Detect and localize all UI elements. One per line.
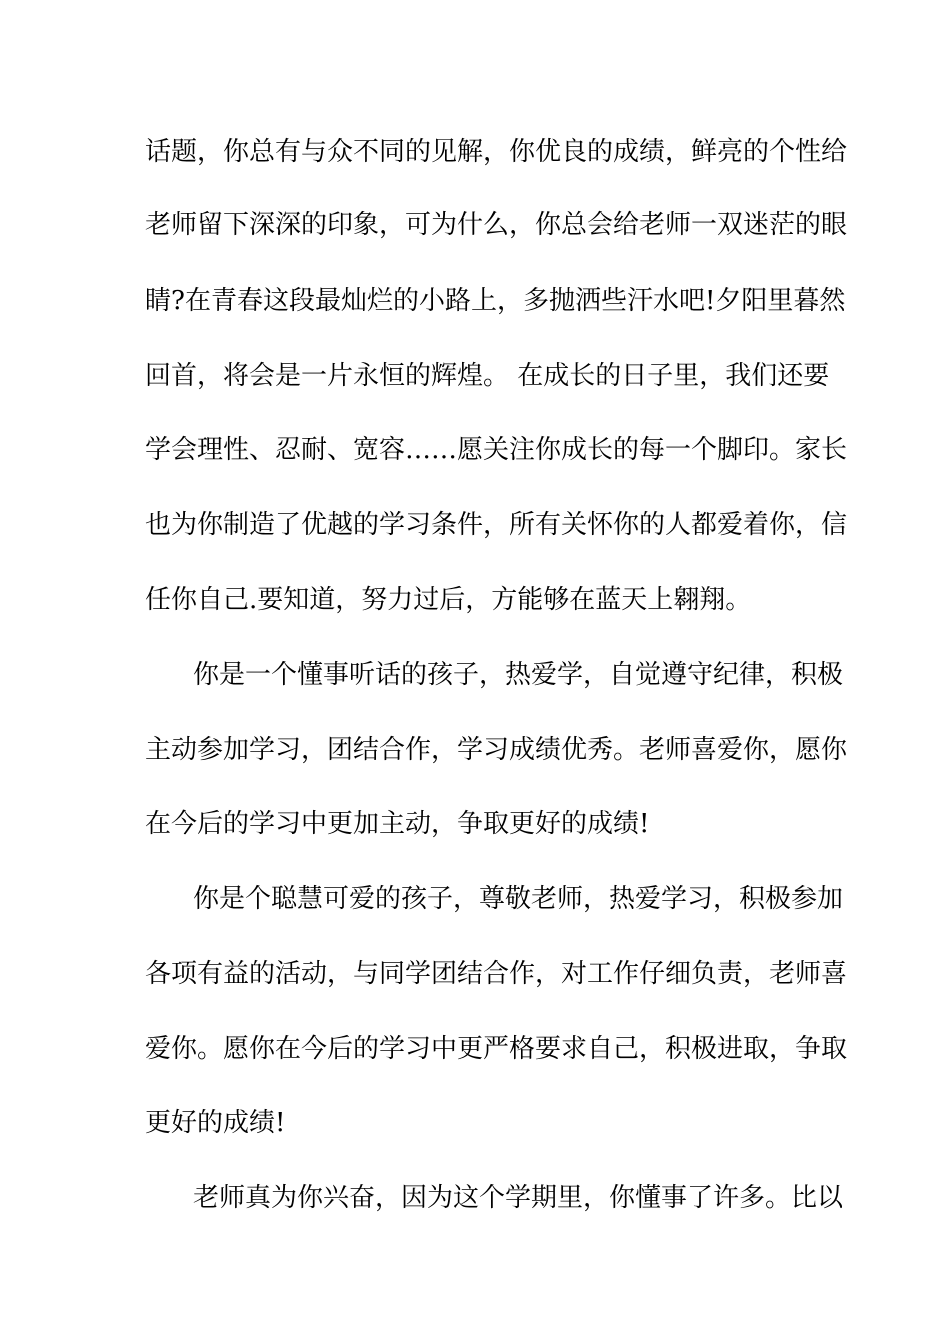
text-line: 更好的成绩!	[145, 1108, 286, 1138]
text-line: 主动参加学习，团结合作，学习成绩优秀。老师喜爱你，愿你	[145, 735, 848, 765]
paragraph-first-line: 你是一个懂事听话的孩子，热爱学，自觉遵守纪律，积极	[193, 660, 844, 690]
text-line: 在今后的学习中更加主动，争取更好的成绩!	[145, 809, 650, 839]
text-line: 回首，将会是一片永恒的辉煌。 在成长的日子里，我们还要	[145, 361, 830, 391]
paragraph-first-line: 你是个聪慧可爱的孩子，尊敬老师，热爱学习，积极参加	[193, 884, 844, 914]
paragraph-first-line: 老师真为你兴奋，因为这个学期里，你懂事了许多。比以	[193, 1183, 844, 1213]
text-line: 话题，你总有与众不同的见解，你优良的成绩，鲜亮的个性给	[145, 137, 848, 167]
text-line: 爱你。愿你在今后的学习中更严格要求自己，积极进取，争取	[145, 1034, 848, 1064]
text-line: 也为你制造了优越的学习条件，所有关怀你的人都爱着你，信	[145, 510, 848, 540]
text-line: 老师留下深深的印象，可为什么，你总会给老师一双迷茫的眼	[145, 210, 848, 240]
text-line: 各项有益的活动，与同学团结合作，对工作仔细负责，老师喜	[145, 959, 848, 989]
text-line: 睛?在青春这段最灿烂的小路上，多抛洒些汗水吧!夕阳里暮然	[145, 286, 846, 316]
text-line: 学会理性、忍耐、宽容……愿关注你成长的每一个脚印。家长	[145, 435, 848, 465]
text-line: 任你自己.要知道，努力过后，方能够在蓝天上翱翔。	[145, 585, 752, 615]
